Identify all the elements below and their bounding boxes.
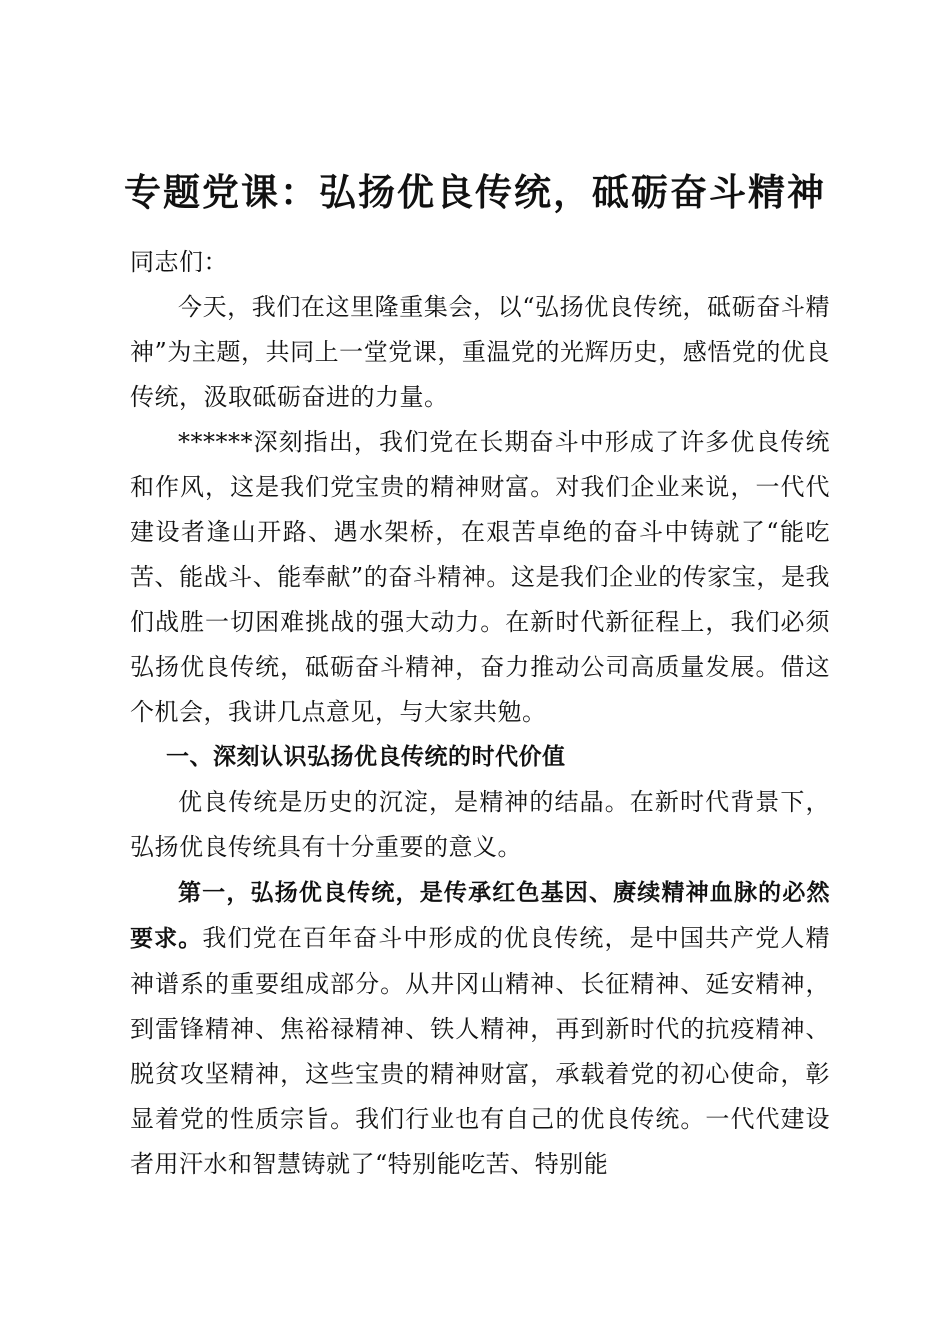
point-1-lead: 第一，弘扬优良传统，是传承红色基因、赓续精神血脉的必然要求。 — [130, 880, 830, 952]
paragraph-section-1-intro: 优良传统是历史的沉淀，是精神的结晶。在新时代背景下，弘扬优良传统具有十分重要的意义。 — [130, 788, 830, 861]
document-body — [130, 240, 830, 1187]
point-1-body: 我们党在百年奋斗中形成的优良传统，是中国共产党人精神谱系的重要组成部分。从井冈山精神、长征精神、延安精神，到雷锋精神、焦裕禄精神、铁人精神，再到新时代的抗疫精神、脱贫攻坚精神，这些宝贵的精神财富，承载着党的初心使命，彰显着党的性质宗旨。我们行业也有自己的优良传统。一代代建设者用汗水和智慧铸就了“特别能吃苦、特别能 — [130, 924, 830, 1178]
salutation: 同志们： — [130, 248, 228, 276]
section-heading-1: 一、深刻认识弘扬优良传统的时代价值 — [166, 744, 566, 770]
document-title: 专题党课：弘扬优良传统，砥砺奋斗精神 — [124, 171, 826, 214]
paragraph-intro: 今天，我们在这里隆重集会，以“弘扬优良传统，砥砺奋斗精神”为主题，共同上一堂党课，重温党的光辉历史，感悟党的优良传统，汲取砥砺奋进的力量。 — [130, 293, 830, 411]
paragraph-point-1 — [130, 870, 830, 1187]
paragraph-context: ******深刻指出，我们党在长期奋斗中形成了许多优良传统和作风，这是我们党宝贵的精神财富。对我们企业来说，一代代建设者逢山开路、遇水架桥，在艰苦卓绝的奋斗中铸就了“能吃苦、能战斗、能奉献”的奋斗精神。这是我们企业的传家宝，是我们战胜一切困难挑战的强大动力。在新时代新征程上，我们必须弘扬优良传统，砥砺奋斗精神，奋力推动公司高质量发展。借这个机会，我讲几点意见，与大家共勉。 — [130, 428, 830, 726]
